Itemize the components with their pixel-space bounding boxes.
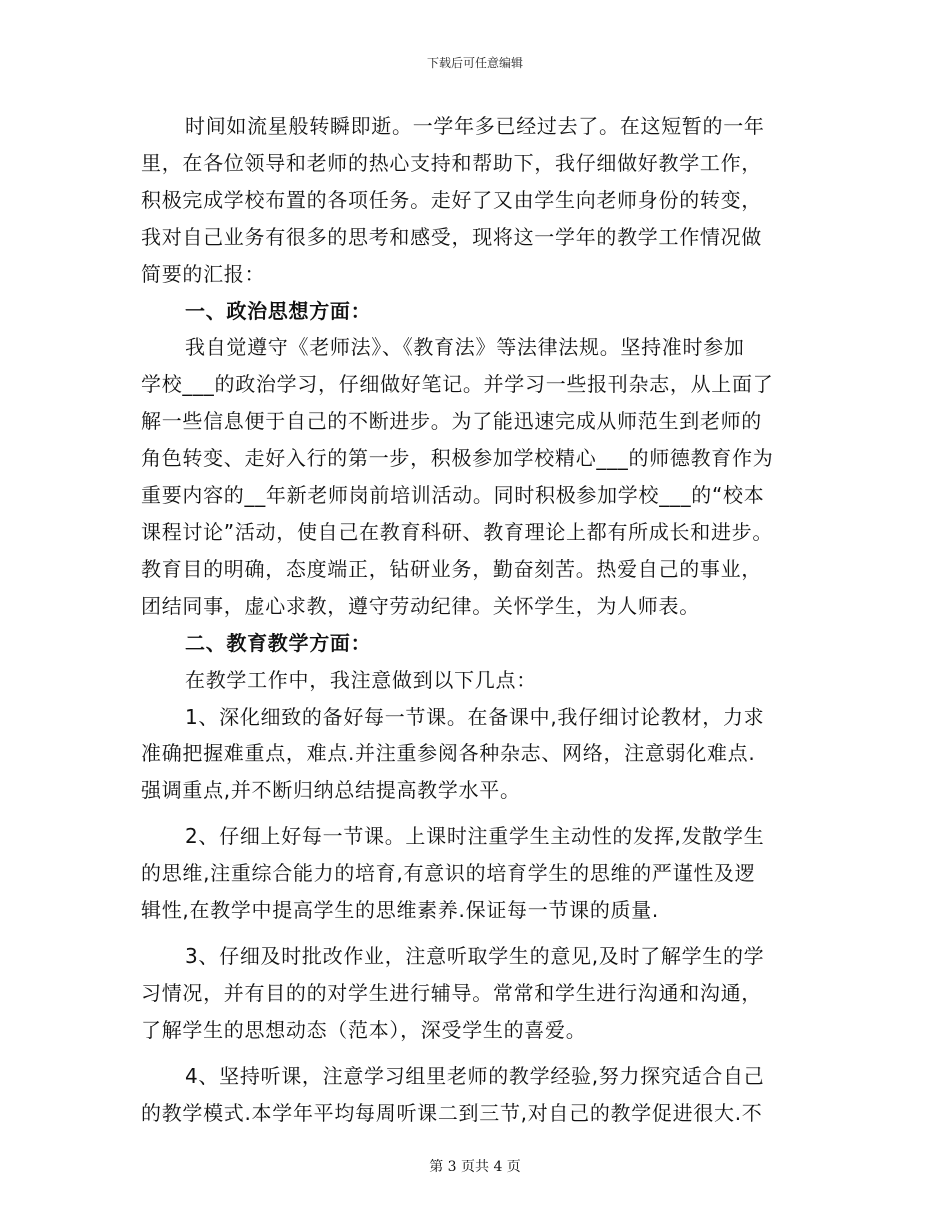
text-line: 积极完成学校布置的各项任务。走好了又由学生向老师身份的转变，	[141, 187, 762, 212]
text-line: 3、仔细及时批改作业，注意听取学生的意见,及时了解学生的学	[185, 943, 765, 968]
document-body	[141, 108, 809, 1131]
text-line: 简要的汇报：	[141, 261, 266, 286]
text-line: 的思维,注重综合能力的培育,有意识的培育学生的思维的严谨性及逻	[141, 861, 756, 886]
text-line: 辑性,在教学中提高学生的思维素养.保证每一节课的质量.	[141, 898, 659, 923]
text-line: 习情况，并有目的的对学生进行辅导。常常和学生进行沟通和沟通，	[141, 980, 762, 1005]
text-line: 团结同事，虚心求教，遵守劳动纪律。关怀学生，为人师表。	[141, 593, 700, 618]
text-line: 学校___的政治学习，仔细做好笔记。并学习一些报刊杂志，从上面了	[141, 372, 774, 397]
page-footer: 第 3 页共 4 页	[429, 1159, 521, 1175]
text-line: 里，在各位领导和老师的热心支持和帮助下，我仔细做好教学工作，	[141, 150, 762, 175]
section-heading: 二、教育教学方面：	[185, 630, 372, 655]
text-line: 我对自己业务有很多的思考和感受，现将这一学年的教学工作情况做	[141, 224, 762, 249]
text-line: 在教学工作中，我注意做到以下几点：	[185, 667, 537, 692]
text-line: 解一些信息便于自己的不断进步。为了能迅速完成从师范生到老师的	[141, 409, 762, 434]
text-line: 1、深化细致的备好每一节课。在备课中,我仔细讨论教材，力求	[185, 704, 765, 729]
page-header: 下载后可任意编辑	[426, 56, 523, 70]
text-line: 准确把握难重点，难点.并注重参阅各种杂志、网络，注意弱化难点.	[141, 741, 756, 766]
text-line: 了解学生的思想动态（范本），深受学生的喜爱。	[141, 1017, 587, 1042]
text-line: 4、坚持听课，注意学习组里老师的教学经验,努力探究适合自己	[185, 1063, 765, 1088]
text-line: 强调重点,并不断归纳总结提高教学水平。	[141, 778, 521, 803]
text-line: 重要内容的__年新老师岗前培训活动。同时积极参加学校___的“校本	[141, 483, 765, 508]
text-line: 教育目的明确，态度端正，钻研业务，勤奋刻苦。热爱自己的事业，	[141, 556, 762, 581]
text-line: 课程讨论”活动，使自己在教育科研、教育理论上都有所成长和进步。	[141, 519, 774, 544]
text-line: 时间如流星般转瞬即逝。一学年多已经过去了。在这短暂的一年	[185, 114, 765, 138]
text-line: 我自觉遵守《老师法》、《教育法》等法律法规。坚持准时参加	[185, 335, 745, 360]
text-line: 2、仔细上好每一节课。上课时注重学生主动性的发挥,发散学生	[185, 824, 765, 849]
text-line: 的教学模式.本学年平均每周听课二到三节,对自己的教学促进很大.不	[141, 1100, 763, 1125]
section-heading: 一、政治思想方面：	[185, 298, 372, 323]
text-line: 角色转变、走好入行的第一步，积极参加学校精心___的师德教育作为	[141, 446, 774, 471]
